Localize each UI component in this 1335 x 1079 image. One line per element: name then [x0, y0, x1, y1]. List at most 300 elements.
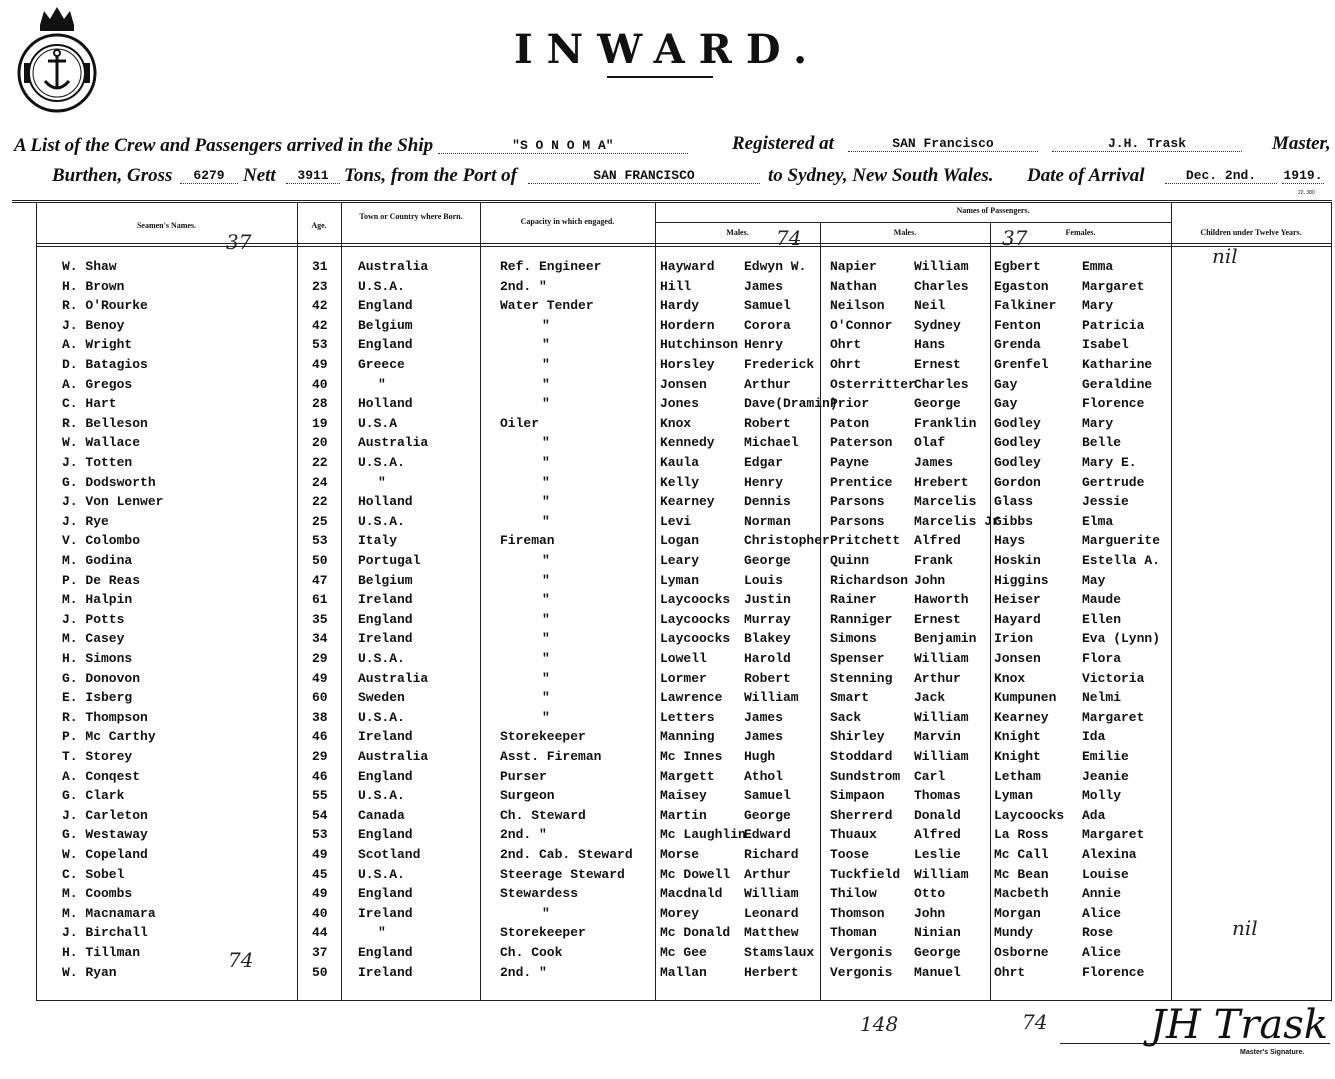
seaman-age: 61: [312, 592, 328, 607]
male-passenger-surname: Vergonis: [830, 965, 893, 980]
seaman-age: 60: [312, 690, 328, 705]
female-passenger-surname: Morgan: [994, 906, 1041, 921]
seaman-birthplace: Ireland: [358, 965, 413, 980]
male-passenger-given-name: Marcelis: [914, 494, 977, 509]
seaman-name: J. Von Lenwer: [62, 494, 164, 509]
male-passenger-surname: Thoman: [830, 925, 877, 940]
seaman-age: 54: [312, 808, 328, 823]
seaman-birthplace: England: [358, 886, 413, 901]
male-passenger-surname: Kearney: [660, 494, 715, 509]
seaman-birthplace: U.S.A: [358, 416, 398, 431]
seaman-birthplace: ": [378, 475, 386, 490]
male-passenger-surname: Smart: [830, 690, 870, 705]
female-passenger-given-name: Jeanie: [1082, 769, 1129, 784]
male-passenger-given-name: Murray: [744, 612, 791, 627]
male-passenger-given-name: Stamslaux: [744, 945, 815, 960]
male-passenger-surname: Maisey: [660, 788, 707, 803]
table-top-rule-2: [12, 202, 1332, 203]
female-passenger-surname: Jonsen: [994, 651, 1041, 666]
female-passenger-surname: Knight: [994, 749, 1041, 764]
female-passenger-given-name: Katharine: [1082, 357, 1153, 372]
seaman-capacity: Stewardess: [500, 886, 579, 901]
col-passengers: Names of Passengers.: [956, 206, 1030, 215]
male-passenger-given-name: George: [914, 396, 961, 411]
table-row: [0, 396, 1335, 415]
seaman-age: 47: [312, 573, 328, 588]
male-passenger-surname: Mallan: [660, 965, 707, 980]
seaman-capacity: ": [542, 553, 550, 568]
female-passenger-given-name: Patricia: [1082, 318, 1145, 333]
seaman-capacity: ": [542, 396, 550, 411]
seaman-name: C. Hart: [62, 396, 117, 411]
female-passenger-surname: Godley: [994, 455, 1041, 470]
male-passenger-given-name: William: [914, 867, 969, 882]
female-passenger-given-name: Ellen: [1082, 612, 1122, 627]
male-passenger-given-name: Hugh: [744, 749, 776, 764]
male-passenger-surname: Hutchinson: [660, 337, 739, 352]
arrival-year: 1919.: [1283, 168, 1323, 183]
table-row: [0, 651, 1335, 670]
seaman-age: 25: [312, 514, 328, 529]
seaman-capacity: ": [542, 573, 550, 588]
male-passenger-surname: Leary: [660, 553, 700, 568]
seaman-name: V. Colombo: [62, 533, 141, 548]
seaman-capacity: ": [542, 612, 550, 627]
male-passenger-surname: Paterson: [830, 435, 893, 450]
females-total-note: 74: [1022, 1010, 1048, 1034]
female-passenger-given-name: Belle: [1082, 435, 1122, 450]
seaman-capacity: Water Tender: [500, 298, 594, 313]
male-passenger-surname: Shirley: [830, 729, 885, 744]
female-passenger-surname: Heiser: [994, 592, 1041, 607]
seaman-capacity: ": [542, 592, 550, 607]
male-passenger-surname: Pritchett: [830, 533, 901, 548]
seaman-birthplace: Canada: [358, 808, 405, 823]
male-passenger-given-name: James: [744, 729, 784, 744]
table-row: [0, 533, 1335, 552]
male-passenger-given-name: Carl: [914, 769, 946, 784]
arrival-date: Dec. 2nd.: [1165, 168, 1277, 184]
seaman-birthplace: Belgium: [358, 318, 413, 333]
female-passenger-surname: Gay: [994, 377, 1018, 392]
seaman-age: 46: [312, 769, 328, 784]
female-passenger-surname: La Ross: [994, 827, 1049, 842]
male-passenger-surname: Neilson: [830, 298, 885, 313]
female-passenger-surname: Godley: [994, 416, 1041, 431]
table-row: [0, 906, 1335, 925]
male-passenger-surname: Levi: [660, 514, 692, 529]
male-passenger-surname: Kennedy: [660, 435, 715, 450]
male-passenger-surname: Hill: [660, 279, 692, 294]
table-row: [0, 337, 1335, 356]
male-passenger-surname: Lowell: [660, 651, 707, 666]
seaman-name: G. Dodsworth: [62, 475, 156, 490]
male-passenger-surname: Letters: [660, 710, 715, 725]
seaman-name: T. Storey: [62, 749, 133, 764]
female-passenger-given-name: Molly: [1082, 788, 1122, 803]
table-row: [0, 827, 1335, 846]
seaman-birthplace: Italy: [358, 533, 398, 548]
female-passenger-surname: Hoskin: [994, 553, 1041, 568]
male-passenger-surname: Ohrt: [830, 337, 862, 352]
to-sydney-label: to Sydney, New South Wales.: [768, 165, 994, 186]
seaman-age: 35: [312, 612, 328, 627]
male-passenger-given-name: James: [744, 710, 784, 725]
male-passenger-surname: Prior: [830, 396, 870, 411]
male-passenger-surname: Ranniger: [830, 612, 893, 627]
seaman-age: 22: [312, 455, 328, 470]
female-passenger-surname: Grenda: [994, 337, 1041, 352]
female-passenger-surname: Macbeth: [994, 886, 1049, 901]
male-passenger-given-name: John: [914, 906, 946, 921]
seaman-capacity: ": [542, 690, 550, 705]
female-passenger-surname: Glass: [994, 494, 1034, 509]
seaman-name: R. Thompson: [62, 710, 148, 725]
male-passenger-given-name: Donald: [914, 808, 961, 823]
seaman-age: 28: [312, 396, 328, 411]
seaman-age: 38: [312, 710, 328, 725]
male-passenger-given-name: Arthur: [914, 671, 961, 686]
male-passenger-given-name: Justin: [744, 592, 791, 607]
male-passenger-surname: Laycoocks: [660, 592, 731, 607]
male-passenger-surname: Sack: [830, 710, 862, 725]
male-passenger-given-name: Edwyn W.: [744, 259, 807, 274]
header-line-1: [14, 135, 688, 157]
seaman-capacity: ": [542, 671, 550, 686]
male-passenger-given-name: Ernest: [914, 612, 961, 627]
crew-total-note: 74: [228, 948, 254, 972]
table-row: [0, 377, 1335, 396]
female-passenger-surname: Gibbs: [994, 514, 1034, 529]
seaman-name: M. Macnamara: [62, 906, 156, 921]
seaman-age: 22: [312, 494, 328, 509]
female-passenger-given-name: Florence: [1082, 965, 1145, 980]
table-top-rule: [12, 200, 1332, 201]
female-passenger-surname: Ohrt: [994, 965, 1026, 980]
seaman-capacity: Asst. Fireman: [500, 749, 602, 764]
males-count-note: 74: [776, 226, 802, 250]
seaman-capacity: 2nd. ": [500, 965, 547, 980]
male-passenger-surname: Jones: [660, 396, 700, 411]
male-passenger-surname: Thuaux: [830, 827, 877, 842]
male-passenger-given-name: James: [744, 279, 784, 294]
male-passenger-surname: Sherrerd: [830, 808, 893, 823]
nett-label: Nett: [243, 165, 276, 186]
male-passenger-surname: Margett: [660, 769, 715, 784]
female-passenger-surname: Letham: [994, 769, 1041, 784]
seaman-capacity: Purser: [500, 769, 547, 784]
male-passenger-given-name: Dave(Dramin): [744, 396, 838, 411]
seaman-birthplace: Australia: [358, 435, 429, 450]
female-passenger-given-name: Estella A.: [1082, 553, 1161, 568]
male-passenger-surname: Simpaon: [830, 788, 885, 803]
children-nil-note-bottom: nil: [1232, 916, 1258, 940]
male-passenger-given-name: Dennis: [744, 494, 791, 509]
seaman-age: 29: [312, 749, 328, 764]
seaman-capacity: ": [542, 906, 550, 921]
children-nil-note: nil: [1212, 244, 1238, 268]
male-passenger-surname: Quinn: [830, 553, 870, 568]
seaman-capacity: Ref. Engineer: [500, 259, 602, 274]
table-row: [0, 671, 1335, 690]
seaman-age: 40: [312, 906, 328, 921]
seaman-name: G. Westaway: [62, 827, 148, 842]
seaman-name: W. Wallace: [62, 435, 141, 450]
female-passenger-given-name: Margaret: [1082, 710, 1145, 725]
male-passenger-given-name: John: [914, 573, 946, 588]
female-passenger-given-name: Alice: [1082, 906, 1122, 921]
table-row: [0, 553, 1335, 572]
seaman-birthplace: Belgium: [358, 573, 413, 588]
female-passenger-given-name: Emma: [1082, 259, 1114, 274]
master-signature: JH Trask: [1150, 1002, 1329, 1048]
seaman-name: J. Totten: [62, 455, 133, 470]
nett-tons: 3911: [286, 168, 340, 184]
male-passenger-surname: Jonsen: [660, 377, 707, 392]
male-passenger-given-name: Frederick: [744, 357, 815, 372]
seaman-name: J. Benoy: [62, 318, 125, 333]
seaman-age: 42: [312, 298, 328, 313]
seaman-name: J. Potts: [62, 612, 125, 627]
male-passenger-given-name: Robert: [744, 416, 791, 431]
seaman-age: 44: [312, 925, 328, 940]
male-passenger-given-name: Alfred: [914, 827, 961, 842]
seaman-age: 49: [312, 671, 328, 686]
seaman-age: 49: [312, 357, 328, 372]
ship-name: "S O N O M A": [438, 138, 688, 154]
male-passenger-given-name: William: [744, 886, 799, 901]
table-row: [0, 631, 1335, 650]
female-passenger-surname: Egaston: [994, 279, 1049, 294]
seaman-capacity: 2nd. ": [500, 827, 547, 842]
male-passenger-surname: Mc Laughlin: [660, 827, 746, 842]
seaman-age: 49: [312, 886, 328, 901]
male-passenger-surname: Lawrence: [660, 690, 723, 705]
male-passenger-given-name: George: [744, 808, 791, 823]
male-passenger-surname: Tuckfield: [830, 867, 901, 882]
female-passenger-surname: Mundy: [994, 925, 1034, 940]
table-row: [0, 455, 1335, 474]
female-passenger-surname: Knox: [994, 671, 1026, 686]
male-passenger-surname: Stenning: [830, 671, 893, 686]
male-passenger-given-name: Benjamin: [914, 631, 977, 646]
male-passenger-given-name: Michael: [744, 435, 799, 450]
seaman-birthplace: Scotland: [358, 847, 421, 862]
female-passenger-given-name: Louise: [1082, 867, 1129, 882]
seaman-birthplace: England: [358, 769, 413, 784]
table-row: [0, 729, 1335, 748]
seaman-name: W. Copeland: [62, 847, 148, 862]
male-passenger-surname: Richardson: [830, 573, 909, 588]
male-passenger-given-name: Otto: [914, 886, 946, 901]
seaman-capacity: Storekeeper: [500, 925, 586, 940]
female-passenger-given-name: Gertrude: [1082, 475, 1145, 490]
male-passenger-given-name: Norman: [744, 514, 791, 529]
female-passenger-given-name: Geraldine: [1082, 377, 1153, 392]
male-passenger-surname: Mc Innes: [660, 749, 723, 764]
seaman-birthplace: England: [358, 827, 413, 842]
seaman-age: 34: [312, 631, 328, 646]
seaman-capacity: Ch. Steward: [500, 808, 586, 823]
female-passenger-given-name: Alexina: [1082, 847, 1137, 862]
seaman-birthplace: England: [358, 612, 413, 627]
table-row: [0, 867, 1335, 886]
female-passenger-surname: Hays: [994, 533, 1026, 548]
male-passenger-given-name: Leonard: [744, 906, 799, 921]
female-passenger-given-name: May: [1082, 573, 1106, 588]
male-passenger-given-name: George: [744, 553, 791, 568]
male-passenger-given-name: Samuel: [744, 298, 791, 313]
male-passenger-surname: Osterritter: [830, 377, 916, 392]
seaman-birthplace: U.S.A.: [358, 455, 405, 470]
male-passenger-surname: Sundstrom: [830, 769, 901, 784]
table-row: [0, 769, 1335, 788]
male-passenger-given-name: Marvin: [914, 729, 961, 744]
passenger-total-note: 148: [860, 1012, 899, 1036]
male-passenger-surname: Mc Gee: [660, 945, 707, 960]
male-passenger-surname: Rainer: [830, 592, 877, 607]
seaman-age: 53: [312, 337, 328, 352]
seaman-age: 50: [312, 553, 328, 568]
male-passenger-surname: Mc Dowell: [660, 867, 731, 882]
seaman-age: 53: [312, 827, 328, 842]
seaman-name: G. Donovon: [62, 671, 141, 686]
table-row: [0, 416, 1335, 435]
female-passenger-surname: Kumpunen: [994, 690, 1057, 705]
seaman-name: G. Clark: [62, 788, 125, 803]
seaman-birthplace: Portugal: [358, 553, 421, 568]
seaman-birthplace: Ireland: [358, 906, 413, 921]
table-row: [0, 690, 1335, 709]
male-passenger-given-name: Marcelis Jr: [914, 514, 1000, 529]
col-males-2: Males.: [893, 228, 917, 237]
table-row: [0, 965, 1335, 984]
seaman-birthplace: U.S.A.: [358, 710, 405, 725]
male-passenger-surname: Parsons: [830, 514, 885, 529]
seaman-age: 24: [312, 475, 328, 490]
seaman-capacity: ": [542, 710, 550, 725]
male-passenger-given-name: Athol: [744, 769, 784, 784]
seaman-birthplace: Holland: [358, 396, 413, 411]
female-passenger-given-name: Margaret: [1082, 827, 1145, 842]
seaman-name: W. Shaw: [62, 259, 117, 274]
seaman-birthplace: Greece: [358, 357, 405, 372]
seaman-birthplace: ": [378, 377, 386, 392]
female-passenger-surname: Hayard: [994, 612, 1041, 627]
male-passenger-given-name: Louis: [744, 573, 784, 588]
male-passenger-surname: Paton: [830, 416, 870, 431]
table-row: [0, 945, 1335, 964]
male-passenger-given-name: Arthur: [744, 867, 791, 882]
seaman-age: 50: [312, 965, 328, 980]
burthen-label: Burthen, Gross: [52, 165, 173, 186]
seaman-capacity: ": [542, 475, 550, 490]
male-passenger-surname: Stoddard: [830, 749, 893, 764]
seaman-name: M. Coombs: [62, 886, 133, 901]
seaman-birthplace: Sweden: [358, 690, 405, 705]
male-passenger-given-name: William: [914, 259, 969, 274]
seaman-name: H. Simons: [62, 651, 133, 666]
seaman-birthplace: U.S.A.: [358, 514, 405, 529]
female-passenger-given-name: Isabel: [1082, 337, 1129, 352]
male-passenger-given-name: Neil: [914, 298, 946, 313]
male-passenger-given-name: Hrebert: [914, 475, 969, 490]
male-passenger-surname: Hordern: [660, 318, 715, 333]
seaman-capacity: ": [542, 318, 550, 333]
table-row: [0, 788, 1335, 807]
seaman-capacity: Surgeon: [500, 788, 555, 803]
female-passenger-given-name: Alice: [1082, 945, 1122, 960]
seaman-capacity: Fireman: [500, 533, 555, 548]
signature-label: Master's Signature.: [1240, 1049, 1305, 1056]
male-passenger-surname: Knox: [660, 416, 692, 431]
seaman-name: M. Casey: [62, 631, 125, 646]
seaman-birthplace: Holland: [358, 494, 413, 509]
table-row: [0, 514, 1335, 533]
seaman-name: A. Gregos: [62, 377, 133, 392]
female-passenger-surname: Grenfel: [994, 357, 1049, 372]
male-passenger-given-name: Robert: [744, 671, 791, 686]
female-passenger-given-name: Margaret: [1082, 279, 1145, 294]
female-passenger-given-name: Annie: [1082, 886, 1122, 901]
male-passenger-surname: Lormer: [660, 671, 707, 686]
seaman-name: R. O'Rourke: [62, 298, 148, 313]
male-passenger-given-name: James: [914, 455, 954, 470]
male-passenger-given-name: Haworth: [914, 592, 969, 607]
male-passenger-given-name: William: [914, 710, 969, 725]
seaman-birthplace: England: [358, 945, 413, 960]
seaman-name: P. Mc Carthy: [62, 729, 156, 744]
table-row: [0, 847, 1335, 866]
table-row: [0, 298, 1335, 317]
male-passenger-given-name: Olaf: [914, 435, 946, 450]
seaman-capacity: ": [542, 377, 550, 392]
male-passenger-given-name: Samuel: [744, 788, 791, 803]
seaman-age: 31: [312, 259, 328, 274]
seaman-age: 55: [312, 788, 328, 803]
seaman-name: M. Halpin: [62, 592, 133, 607]
form-number: 22. 380: [1298, 190, 1315, 196]
female-passenger-surname: Gay: [994, 396, 1018, 411]
seaman-age: 40: [312, 377, 328, 392]
male-passenger-given-name: Herbert: [744, 965, 799, 980]
male-passenger-given-name: Hans: [914, 337, 946, 352]
seaman-birthplace: U.S.A.: [358, 651, 405, 666]
seaman-age: 20: [312, 435, 328, 450]
females-count-note: 37: [1002, 226, 1028, 250]
female-passenger-surname: Kearney: [994, 710, 1049, 725]
seaman-name: A. Wright: [62, 337, 133, 352]
male-passenger-given-name: Edward: [744, 827, 791, 842]
male-passenger-given-name: Jack: [914, 690, 946, 705]
male-passenger-surname: Martin: [660, 808, 707, 823]
male-passenger-surname: Morey: [660, 906, 700, 921]
male-passenger-given-name: Arthur: [744, 377, 791, 392]
seaman-capacity: Storekeeper: [500, 729, 586, 744]
male-passenger-surname: Mc Donald: [660, 925, 731, 940]
table-row: [0, 749, 1335, 768]
male-passenger-given-name: Henry: [744, 337, 784, 352]
seaman-birthplace: Australia: [358, 671, 429, 686]
female-passenger-given-name: Marguerite: [1082, 533, 1161, 548]
seaman-age: 53: [312, 533, 328, 548]
female-passenger-given-name: Ida: [1082, 729, 1106, 744]
female-passenger-given-name: Flora: [1082, 651, 1122, 666]
male-passenger-given-name: George: [914, 945, 961, 960]
seaman-capacity: ": [542, 651, 550, 666]
registered-at-label: Registered at: [732, 133, 834, 154]
seaman-name: H. Brown: [62, 279, 125, 294]
